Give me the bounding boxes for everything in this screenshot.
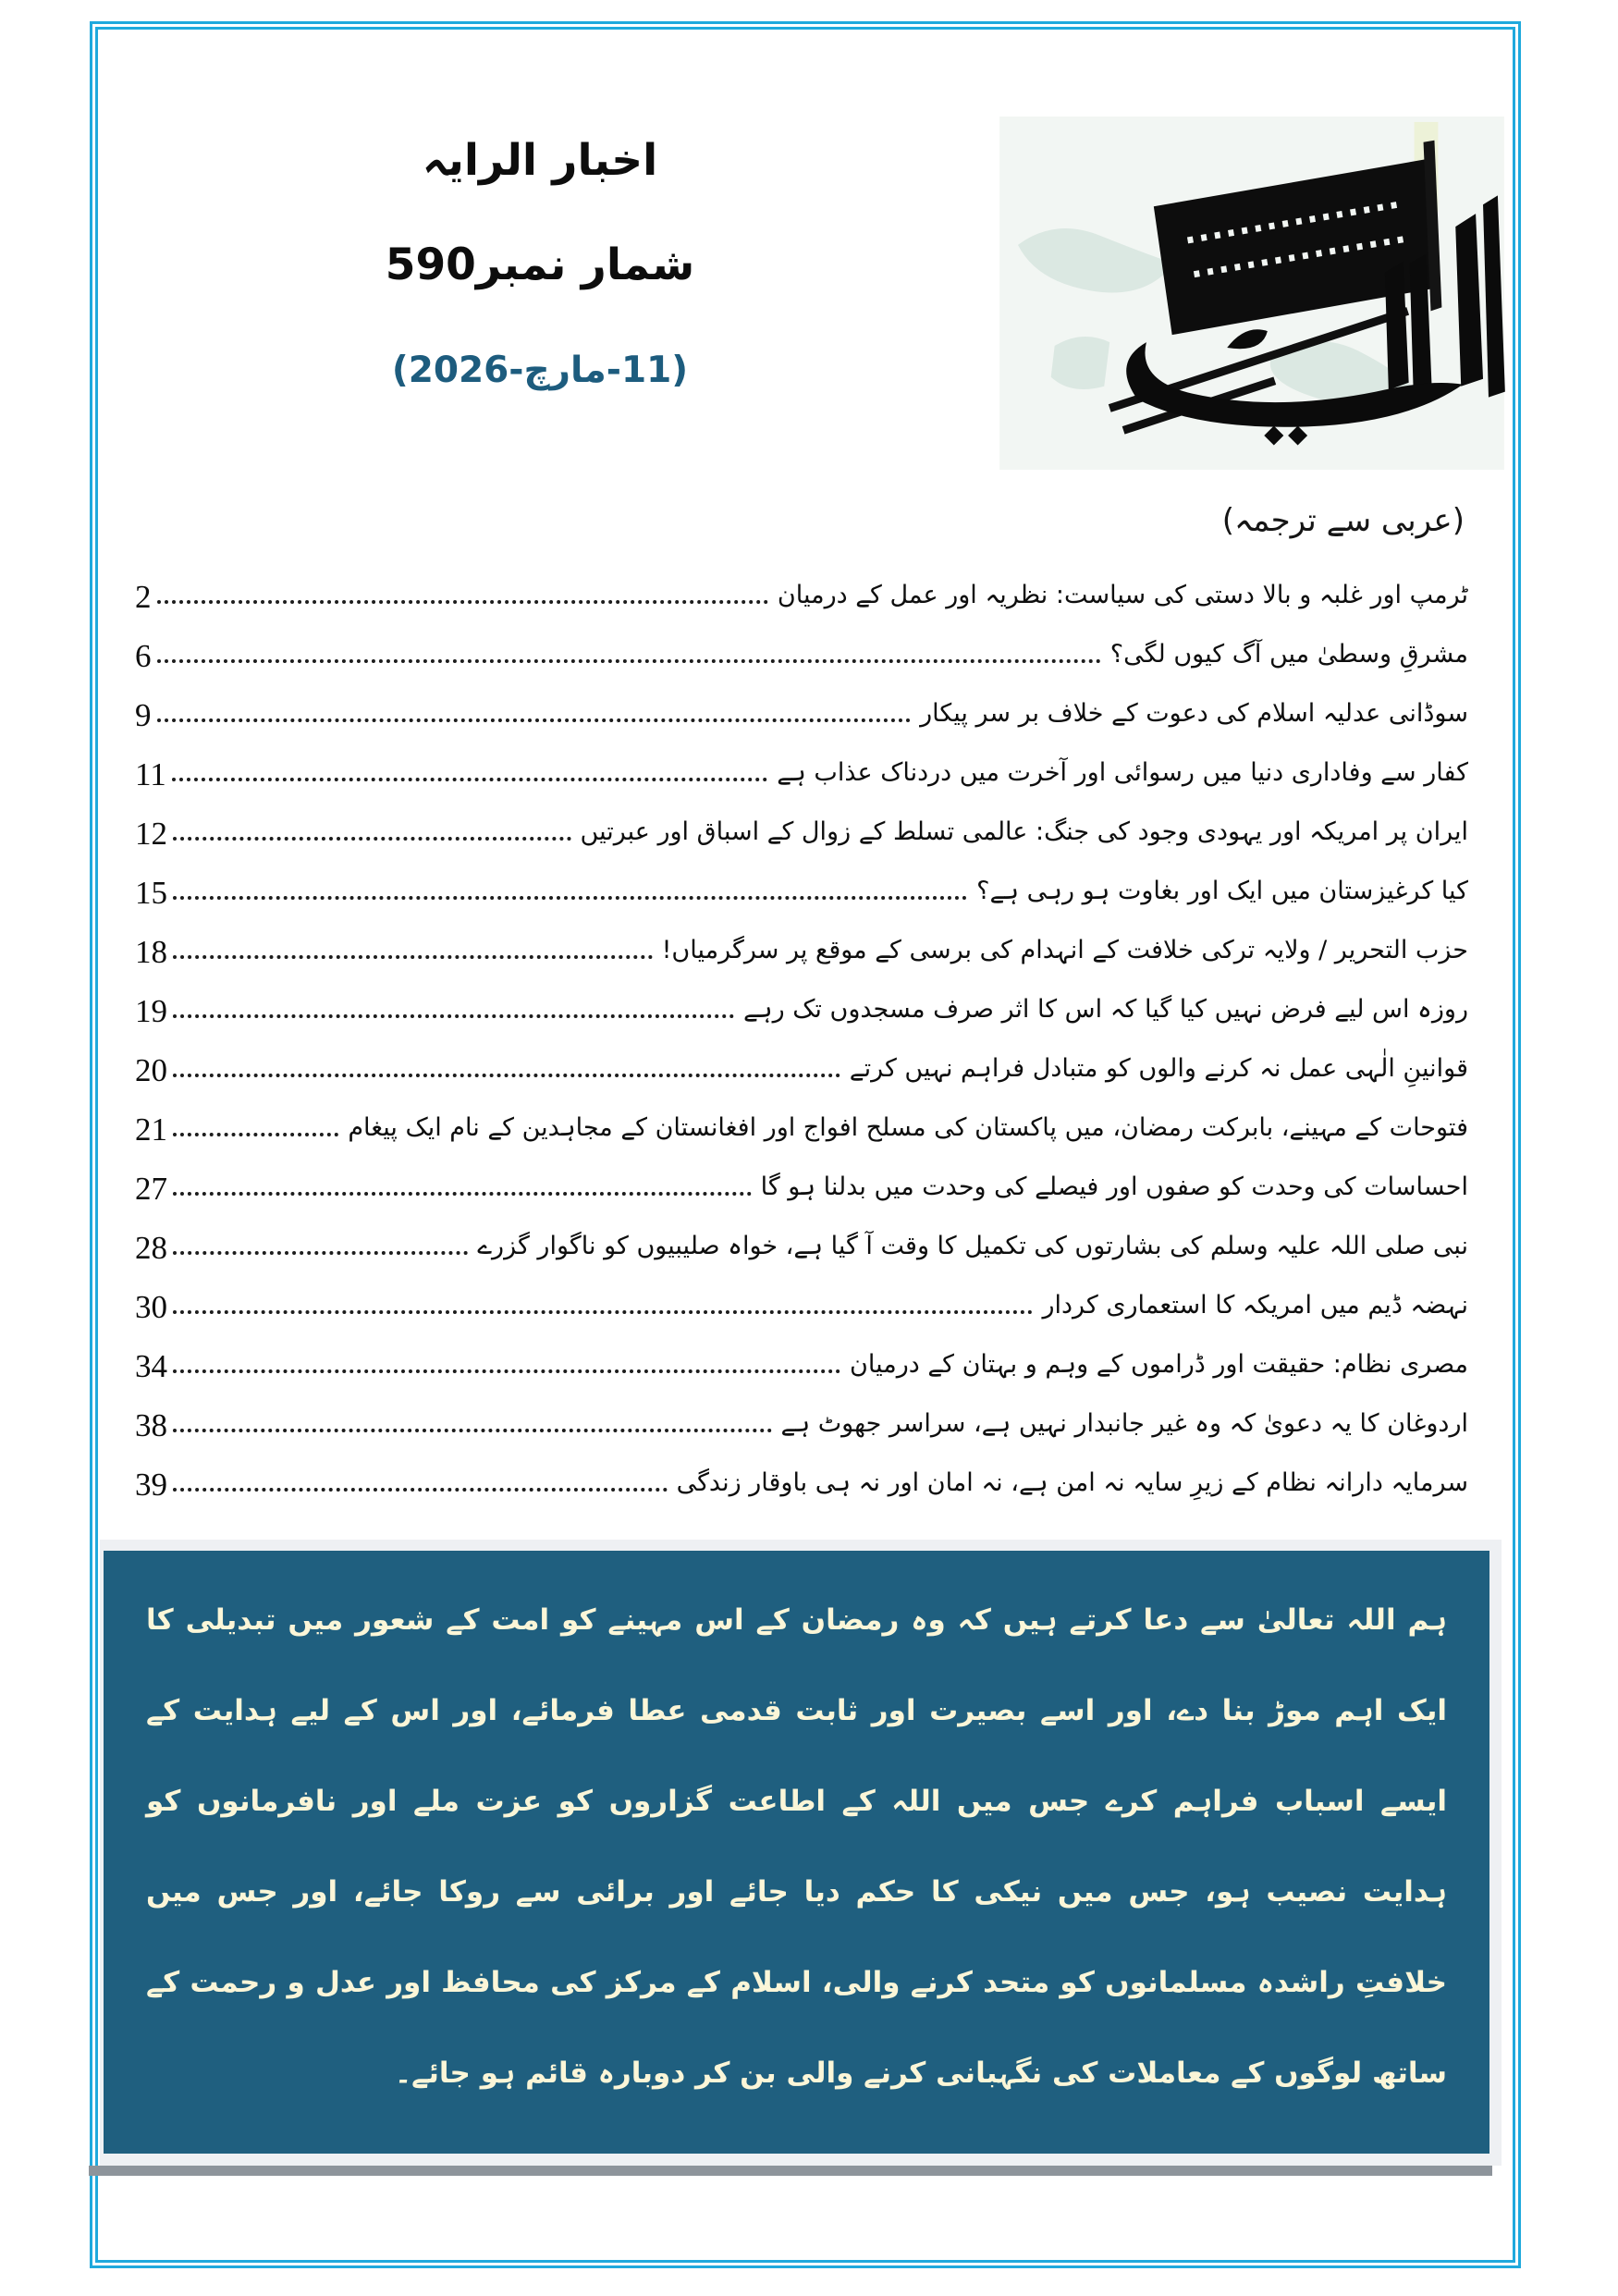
toc-page-number: 6 (135, 638, 152, 674)
toc-entry[interactable] (135, 853, 1468, 913)
toc-entry-title: سوڈانی عدلیہ اسلام کی دعوت کے خلاف بر سر پیکار (920, 698, 1468, 728)
dua-quote-panel (100, 1540, 1502, 2166)
toc-entry[interactable] (135, 1149, 1468, 1209)
toc-entry[interactable] (135, 1327, 1468, 1386)
toc-page-number: 27 (135, 1171, 167, 1207)
toc-page-number: 18 (135, 934, 167, 970)
toc-entry-title: روزہ اس لیے فرض نہیں کیا گیا کہ اس کا اثر صرف مسجدوں تک رہے (742, 994, 1468, 1024)
table-of-contents (98, 539, 1513, 1504)
toc-leader-dots (157, 718, 912, 722)
toc-page-number: 38 (135, 1407, 167, 1443)
toc-page-number: 12 (135, 816, 167, 852)
toc-leader-dots (173, 1429, 772, 1432)
toc-entry-title: مشرقِ وسطیٰ میں آگ کیوں لگی؟ (1109, 639, 1468, 669)
toc-leader-dots (173, 955, 653, 959)
toc-entry[interactable] (135, 735, 1468, 794)
toc-page-number: 21 (135, 1111, 167, 1148)
toc-leader-dots (173, 1310, 1033, 1314)
page-border (90, 21, 1521, 2268)
toc-entry-title: ایران پر امریکہ اور یہودی وجود کی جنگ: عالمی تسلط کے زوال کے اسباق اور عبرتیں (580, 816, 1468, 846)
toc-entry[interactable] (135, 1031, 1468, 1090)
toc-page-number: 15 (135, 875, 167, 911)
toc-entry[interactable] (135, 1268, 1468, 1327)
masthead-titles (98, 115, 982, 391)
toc-entry[interactable] (135, 794, 1468, 853)
toc-entry-title: فتوحات کے مہینے، بابرکت رمضان، میں پاکستان کی مسلح افواج اور افغانستان کے مجاہدین کے نام ایک پیغام (348, 1112, 1468, 1142)
section-heading-translated-from-arabic: (عربی سے ترجمہ) (1221, 502, 1465, 539)
toc-page-number: 34 (135, 1348, 167, 1384)
toc-leader-dots (173, 1488, 668, 1492)
toc-entry-title: سرمایہ دارانہ نظام کے زیرِ سایہ نہ امن ہے، نہ امان اور نہ ہی باوقار زندگی (676, 1467, 1468, 1497)
toc-entry-title: ٹرمپ اور غلبہ و بالا دستی کی سیاست: نظریہ اور عمل کے درمیان (777, 580, 1468, 609)
toc-page-number: 19 (135, 993, 167, 1029)
toc-entry-title: قوانینِ الٰہی عمل نہ کرنے والوں کو متبادل فراہم نہیں کرتے (849, 1053, 1468, 1083)
toc-entry[interactable] (135, 1090, 1468, 1149)
toc-entry[interactable] (135, 1209, 1468, 1268)
toc-leader-dots (173, 837, 571, 841)
toc-leader-dots (173, 1133, 338, 1136)
toc-entry-title: اردوغان کا یہ دعویٰ کہ وہ غیر جانبدار نہیں ہے، سراسر جھوٹ ہے (780, 1408, 1468, 1438)
toc-entry-title: مصری نظام: حقیقت اور ڈراموں کے وہم و بہتان کے درمیان (850, 1349, 1468, 1379)
masthead (98, 30, 1513, 470)
toc-leader-dots (173, 1369, 840, 1373)
toc-page-number: 30 (135, 1289, 167, 1325)
toc-leader-dots (173, 1014, 734, 1018)
toc-entry-title: کفار سے وفاداری دنیا میں رسوائی اور آخرت میں دردناک عذاب ہے (777, 757, 1468, 787)
issue-number: شمار نمبر590 (385, 239, 695, 290)
toc-entry-title: حزب التحریر / ولایہ ترکی خلافت کے انہدام کی برسی کے موقع پر سرگرمیاں! (661, 935, 1468, 964)
toc-entry[interactable] (135, 558, 1468, 617)
toc-page-number: 39 (135, 1467, 167, 1503)
toc-entry-title: کیا کرغیزستان میں ایک اور بغاوت ہو رہی ہے؟ (976, 876, 1468, 905)
page-title: اخبار الرایہ (422, 135, 658, 186)
toc-leader-dots (173, 896, 967, 900)
toc-page-number: 20 (135, 1052, 167, 1088)
toc-leader-dots (173, 1251, 468, 1255)
dua-quote-text: ہم اللہ تعالیٰ سے دعا کرتے ہیں کہ وہ رمضان کے اس مہینے کو امت کے شعور میں تبدیلی کا ایک اہم موڑ بنا دے، اور اسے بصیرت اور ثابت قدمی عطا فرمائے، اور اس کے لیے ہدایت کے ایسے اسباب فراہم کرے جس میں اللہ کے اطاعت گزاروں کو عزت ملے اور نافرمانوں کو ہدایت نصیب ہو، جس میں نیکی کا حکم دیا جائے اور برائی سے روکا جائے، اور جس میں خلافتِ راشدہ مسلمانوں کو متحد کرنے والی، اسلام کے مرکز کی محافظ اور عدل و رحمت کے ساتھ لوگوں کے معاملات کی نگہبانی کرنے والی بن کر دوبارہ قائم ہو جائے۔ (104, 1551, 1489, 2154)
toc-page-number: 28 (135, 1230, 167, 1266)
issue-date: (11-مارچ-2026) (391, 350, 689, 391)
toc-page-number: 9 (135, 697, 152, 733)
toc-entry[interactable] (135, 617, 1468, 676)
toc-entry[interactable] (135, 913, 1468, 972)
toc-entry-title: نبی صلی اللہ علیہ وسلم کی بشارتوں کی تکمیل کا وقت آ گیا ہے، خواہ صلیبیوں کو ناگوار گزرے (477, 1231, 1468, 1260)
toc-entry[interactable] (135, 1386, 1468, 1445)
toc-leader-dots (157, 600, 768, 604)
al-raya-logo (999, 117, 1505, 470)
toc-entry[interactable] (135, 972, 1468, 1031)
toc-page-number: 2 (135, 579, 152, 615)
toc-leader-dots (157, 659, 1101, 663)
toc-leader-dots (173, 1074, 840, 1077)
toc-page-number: 11 (135, 756, 166, 792)
al-raya-flag-logo (999, 117, 1505, 470)
toc-entry-title: نہضہ ڈیم میں امریکہ کا استعماری کردار (1042, 1290, 1468, 1320)
toc-entry[interactable] (135, 676, 1468, 735)
toc-entry[interactable] (135, 1445, 1468, 1504)
toc-leader-dots (173, 1192, 752, 1196)
toc-leader-dots (172, 778, 768, 781)
toc-entry-title: احساسات کی وحدت کو صفوں اور فیصلے کی وحدت میں بدلنا ہو گا (760, 1172, 1468, 1201)
